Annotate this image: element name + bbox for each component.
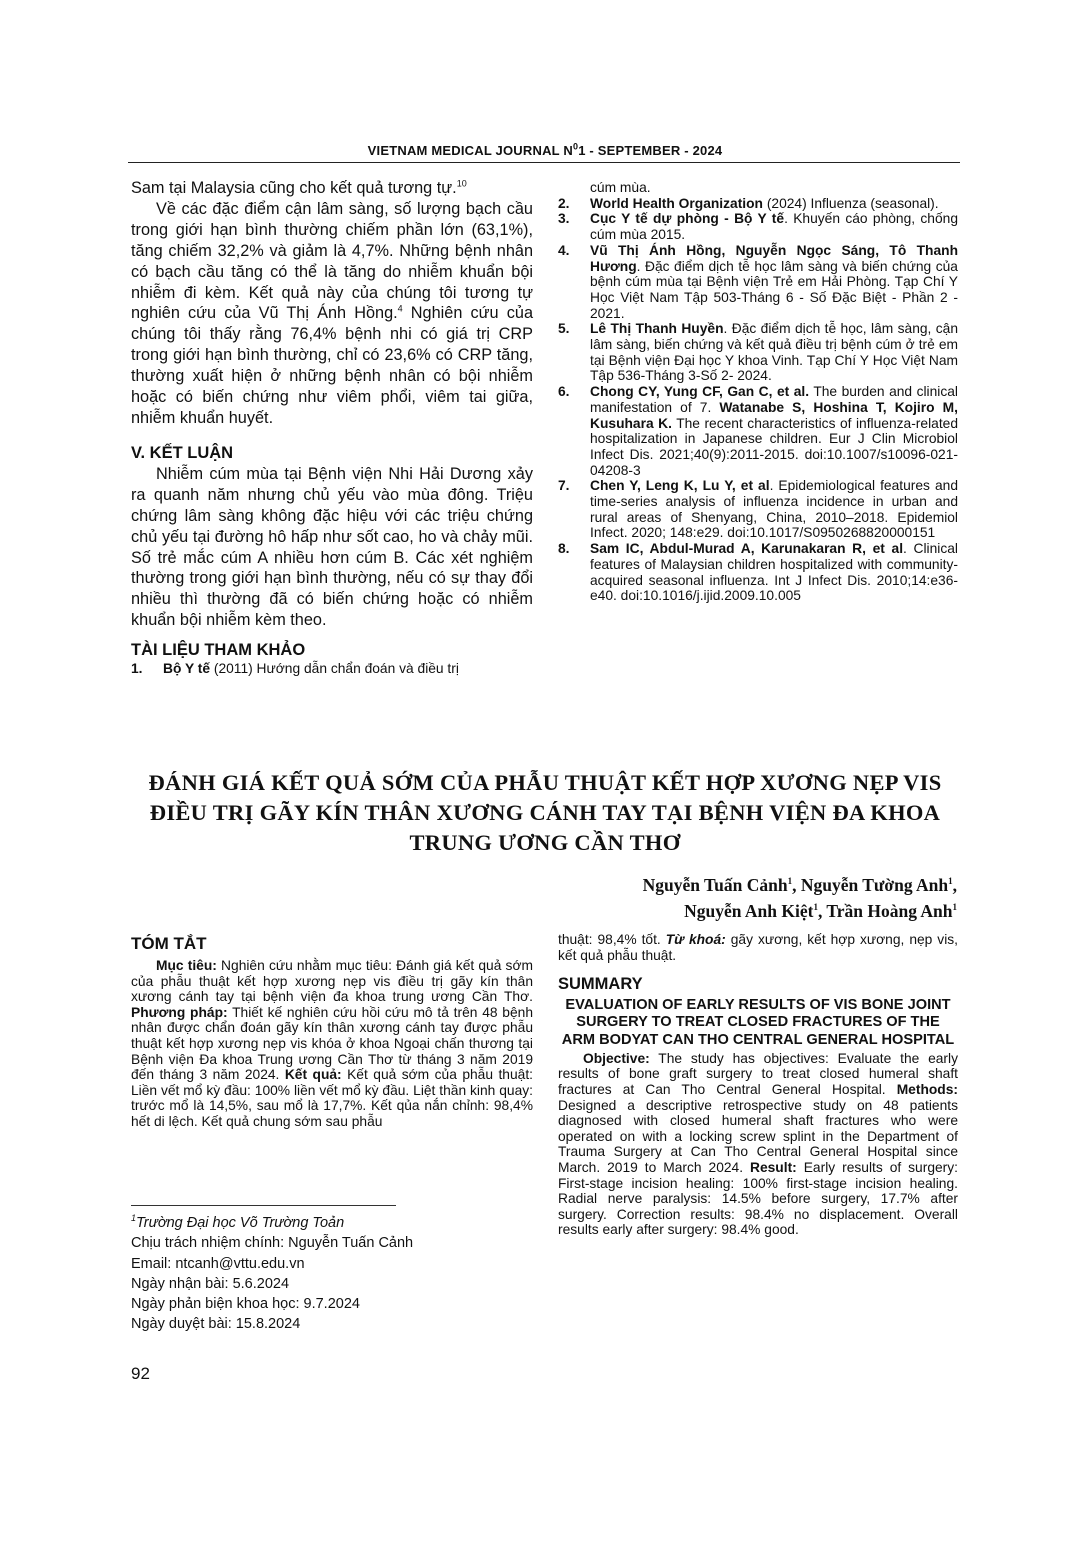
reference-text: (2011) Hướng dẫn chẩn đoán và điều trị [210,661,459,677]
journal-issue: 1 - SEPTEMBER - 2024 [578,143,723,158]
author-list: Nguyễn Tuấn Cảnh$^1$, Nguyễn Tường Anh$^1$, Nguyễn Anh Kiệt$^1$, Trần Hoàng Anh$^1$ [642,875,957,921]
reference-number: 7. [558,478,570,494]
affiliation-footnote [131,1213,533,1233]
affiliation-sup: 1 [948,876,953,887]
accepted-date: Ngày duyệt bài: 15.8.2024 [131,1316,301,1333]
author-name: Nguyễn Tường Anh [800,875,949,895]
footnotes [131,1213,533,1335]
left-column [131,178,533,677]
summary-label: Methods: [896,1081,958,1097]
summary-label: Result: [750,1159,797,1175]
reference-item [558,196,958,212]
reference-text: The burden and clinical manifestation of 7. [590,384,958,415]
summary-body [558,1051,958,1238]
title-line: TRUNG ƯƠNG CẦN THƠ [409,830,681,855]
reference-authors: Lê Thị Thanh Huyền [590,321,724,337]
conclusion-paragraph: Nhiễm cúm mùa tại Bệnh viện Nhi Hải Dương xảy ra quanh năm nhưng chủ yếu vào mùa đông. Triệu chứng lâm sàng không đặc hiệu với các triệu chứng chủ yếu tại đường hô hấp như sốt cao, ho và chảy mũi. Số trẻ mắc cúm A nhiều hơn cúm B. Các xét nghiệm thường trong giới hạn bình thường, nếu có sự thay đổi nhiều thì thường đã có biến chứng hoặc có nhiễm khuẩn bội nhiễm kèm theo. [131,464,533,630]
references-heading: TÀI LIỆU THAM KHẢO [131,641,306,660]
reference-item [558,211,958,242]
reference-number: 1. [131,661,143,677]
article-title [100,768,990,858]
page-number: 92 [131,1364,150,1383]
reference-authors: Chen Y, Leng K, Lu Y, et al [590,478,770,494]
abstract-text: Thiết kế nghiên cứu hồi cứu mô tả trên 48 bệnh nhân được chẩn đoán gãy kín thân xương cánh tay được phẫu thuật kết hợp xương nẹp vis khóa ở khoa Ngoại chấn thương tại Bệnh viện Đa khoa Trung ương Cần Thơ từ tháng 3 năm 2019 đến tháng 3 năm 2024. [131,1004,533,1083]
citation-sup: 10 [456,178,467,189]
affiliation-sup: 1 [952,902,957,913]
abstract-right-column [558,932,958,1238]
author-name: Nguyễn Tuấn Cảnh [642,875,788,895]
right-column [558,180,958,604]
email-line: Email: ntcanh@vttu.edu.vn [131,1255,305,1272]
reference-number: 8. [558,541,570,557]
abstract-label: Mục tiêu: [156,958,217,973]
reference-continuation: cúm mùa. [590,180,651,195]
paragraph-text: Sam tại Malaysia cũng cho kết quả tương tự. [131,179,457,197]
running-header [130,143,960,158]
reference-text: . Đặc điểm dịch tễ học, lâm sàng, cận lâm sàng, biến chứng và kết quả điều trị bệnh cúm ở trẻ em tại Bệnh viện Đại học Y khoa Vinh. Tạp Chí Y Học Việt Nam Tập 536-Tháng 3-Số 2- 2024. [590,321,959,384]
reference-item [558,321,958,384]
abstract-label: Phương pháp: [131,1004,228,1020]
reference-authors: Sam IC, Abdul-Murad A, Karunakaran R, et al [590,541,904,557]
summary-text: Designed a descriptive retrospective study on 48 patients diagnosed with closed humeral shaft fractures who were operated on with a locking screw splint in the Department of Trauma Surgery at Can Tho Central General Hospital since March. 2019 to March 2024. [558,1097,958,1175]
corresponding-author: Chịu trách nhiệm chính: Nguyễn Tuấn Cảnh [131,1235,414,1252]
reference-item [558,478,958,541]
affiliation-sup: 1 [813,902,818,913]
author-name: Nguyễn Anh Kiệt [684,901,814,921]
title-line: ĐÁNH GIÁ KẾT QUẢ SỚM CỦA PHẪU THUẬT KẾT HỢP XƯƠNG NẸP VIS [148,770,942,795]
reference-number: 2. [558,195,570,211]
keywords-label: Từ khoá: [665,932,726,947]
footnote-divider [131,1205,396,1206]
paragraph-lab-findings [131,199,533,429]
author-name: Trần Hoàng Anh [826,901,953,921]
reference-authors: Cục Y tế dự phòng - Bộ Y tế [590,211,785,227]
reference-authors: Vũ Thị Ánh Hồng, Nguyễn Ngọc Sáng, Tô Thanh Hương [590,242,958,274]
journal-number-sup: 0 [572,141,579,152]
abstract-body [131,958,533,1130]
journal-name: VIETNAM MEDICAL JOURNAL N [367,143,573,158]
reviewed-date: Ngày phản biện khoa học: 9.7.2024 [131,1296,360,1313]
header-divider [128,162,960,163]
summary-label: Objective: [583,1050,650,1066]
paragraph-text: Về các đặc điểm cận lâm sàng, số lượng bạch cầu trong giới hạn bình thường chiếm phần lớn (63,1%), tăng chiếm 32,2% và giảm là 4,7%. Những bệnh nhân có bạch cầu tăng có thể là tăng do nhiễm khuẩn bội nhiễm đi kèm. Kết quả này của chúng tôi tương tự nghiên cứu của Vũ Thị Ánh Hồng. [131,199,533,323]
reference-authors: World Health Organization [590,195,763,211]
abstract-label: Kết quả: [284,1067,342,1083]
reference-text: . Khuyến cáo phòng, chống cúm mùa 2015. [590,211,958,243]
abstract-heading: TÓM TẮT [131,934,207,953]
reference-text: . Clinical features of Malaysian children hospitalized with community-acquired seasonal influenza. Int J Infect Dis. 2010;14:e36-e40. doi:10.1016/j.ijid.2009.10.005 [590,541,958,604]
reference-text: (2024) Influenza (seasonal). [762,195,939,211]
abstract-text: thuật: 98,4% tốt. [558,932,666,947]
reference-authors: Bộ Y tế [163,661,211,677]
title-line: ĐIỀU TRỊ GÃY KÍN THÂN XƯƠNG CÁNH TAY TẠI BỆNH VIỆN ĐA KHOA [149,800,941,825]
abstract-text: Kết quả sớm của phẫu thuật: Liền vết mổ kỳ đầu: 100% liền vết mổ kỳ đầu. Liệt thần kinh quay: trước mổ là 14,5%, sau mổ là 17,7%. Kết qủa nắn chỉnh: 98,4% hết di lệch. Kết quả chung sớm sau phẫu [131,1067,533,1129]
keywords-text: gãy xương, kết hợp xương, nẹp vis, kết quả phẫu thuật. [558,932,959,963]
reference-authors: Watanabe S, Hoshina T, Kojiro M, Kusuhara K. [590,399,958,431]
abstract-continuation [558,932,958,963]
summary-text: The study has objectives: Evaluate the early results of bone graft surgery to treat closed humeral shaft fractures at Can Tho Central General Hospital. [558,1050,958,1097]
abstract-vietnamese [131,934,533,1130]
abstract-text: Nghiên cứu nhằm mục tiêu: Đánh giá kết quả sớm của phẫu thuật kết hợp xương nẹp vis điều trị gãy kín thân xương cánh tay tại bệnh viện đa khoa trung ương Cần Thơ. [131,958,533,1005]
summary-heading: SUMMARY [558,975,643,994]
summary-title: EVALUATION OF EARLY RESULTS OF VIS BONE JOINT SURGERY TO TREAT CLOSED FRACTURES OF THE ARM BODYAT CAN THO CENTRAL GENERAL HOSPITAL [561,997,955,1048]
reference-number: 5. [558,321,570,337]
reference-number: 6. [558,384,570,400]
reference-item [131,661,533,677]
affiliation-sup: 1 [787,876,793,887]
reference-number: 3. [558,211,570,227]
affiliation-sup: 1 [131,1213,137,1224]
citation-sup: 4 [397,304,403,315]
reference-item [558,541,958,604]
reference-item [558,384,958,478]
reference-text: . Đặc điểm dịch tễ học lâm sàng và biến chứng của bệnh cúm mùa tại Bệnh viện Trẻ em Hải Phòng. Tạp Chí Y Học Việt Nam Tập 503-Tháng 6 - Số Đặc Biệt - Phần 2 - 2021. [590,258,958,321]
reference-item [558,243,958,322]
reference-number: 4. [558,242,570,258]
affiliation-text: Trường Đại học Võ Trường Toản [136,1215,345,1231]
summary-text: Early results of surgery: First-stage incision healing: 100% first-stage incision healing. Radial nerve paralysis: 14.5% before surgery, 17.7% after surgery. Correction results: 98.4% no displacement. Overall results early after surgery: 98.4% good. [558,1159,958,1238]
conclusion-heading: V. KẾT LUẬN [131,443,234,462]
reference-text: The recent characteristics of influenza-related hospitalization in Japanese children. Eur J Clin Microbiol Infect Dis. 2021;40(9):2011-2015. doi:10.1007/s10096-021-04208-3 [590,415,958,478]
paragraph-text: Nghiên cứu của chúng tôi thấy rằng 76,4% bệnh nhi có giá trị CRP trong giới hạn bình thường, chỉ có 23,6% có CRP tăng, thường xuất hiện ở những bệnh nhân có bội nhiễm hoặc có biến chứng như viêm phổi, viêm tai giữa, nhiễm khuẩn huyết. [131,304,533,427]
received-date: Ngày nhận bài: 5.6.2024 [131,1275,290,1292]
paragraph-continuation [131,178,533,199]
reference-text: . Epidemiological features and time-series analysis of influenza incidence in urban and rural areas of Shenyang, China, 2010–2018. Epidemiol Infect. 2020; 148:e29. doi:10.1017/S0950268820000151 [590,478,958,541]
reference-authors: Chong CY, Yung CF, Gan C, et al. [590,384,810,400]
